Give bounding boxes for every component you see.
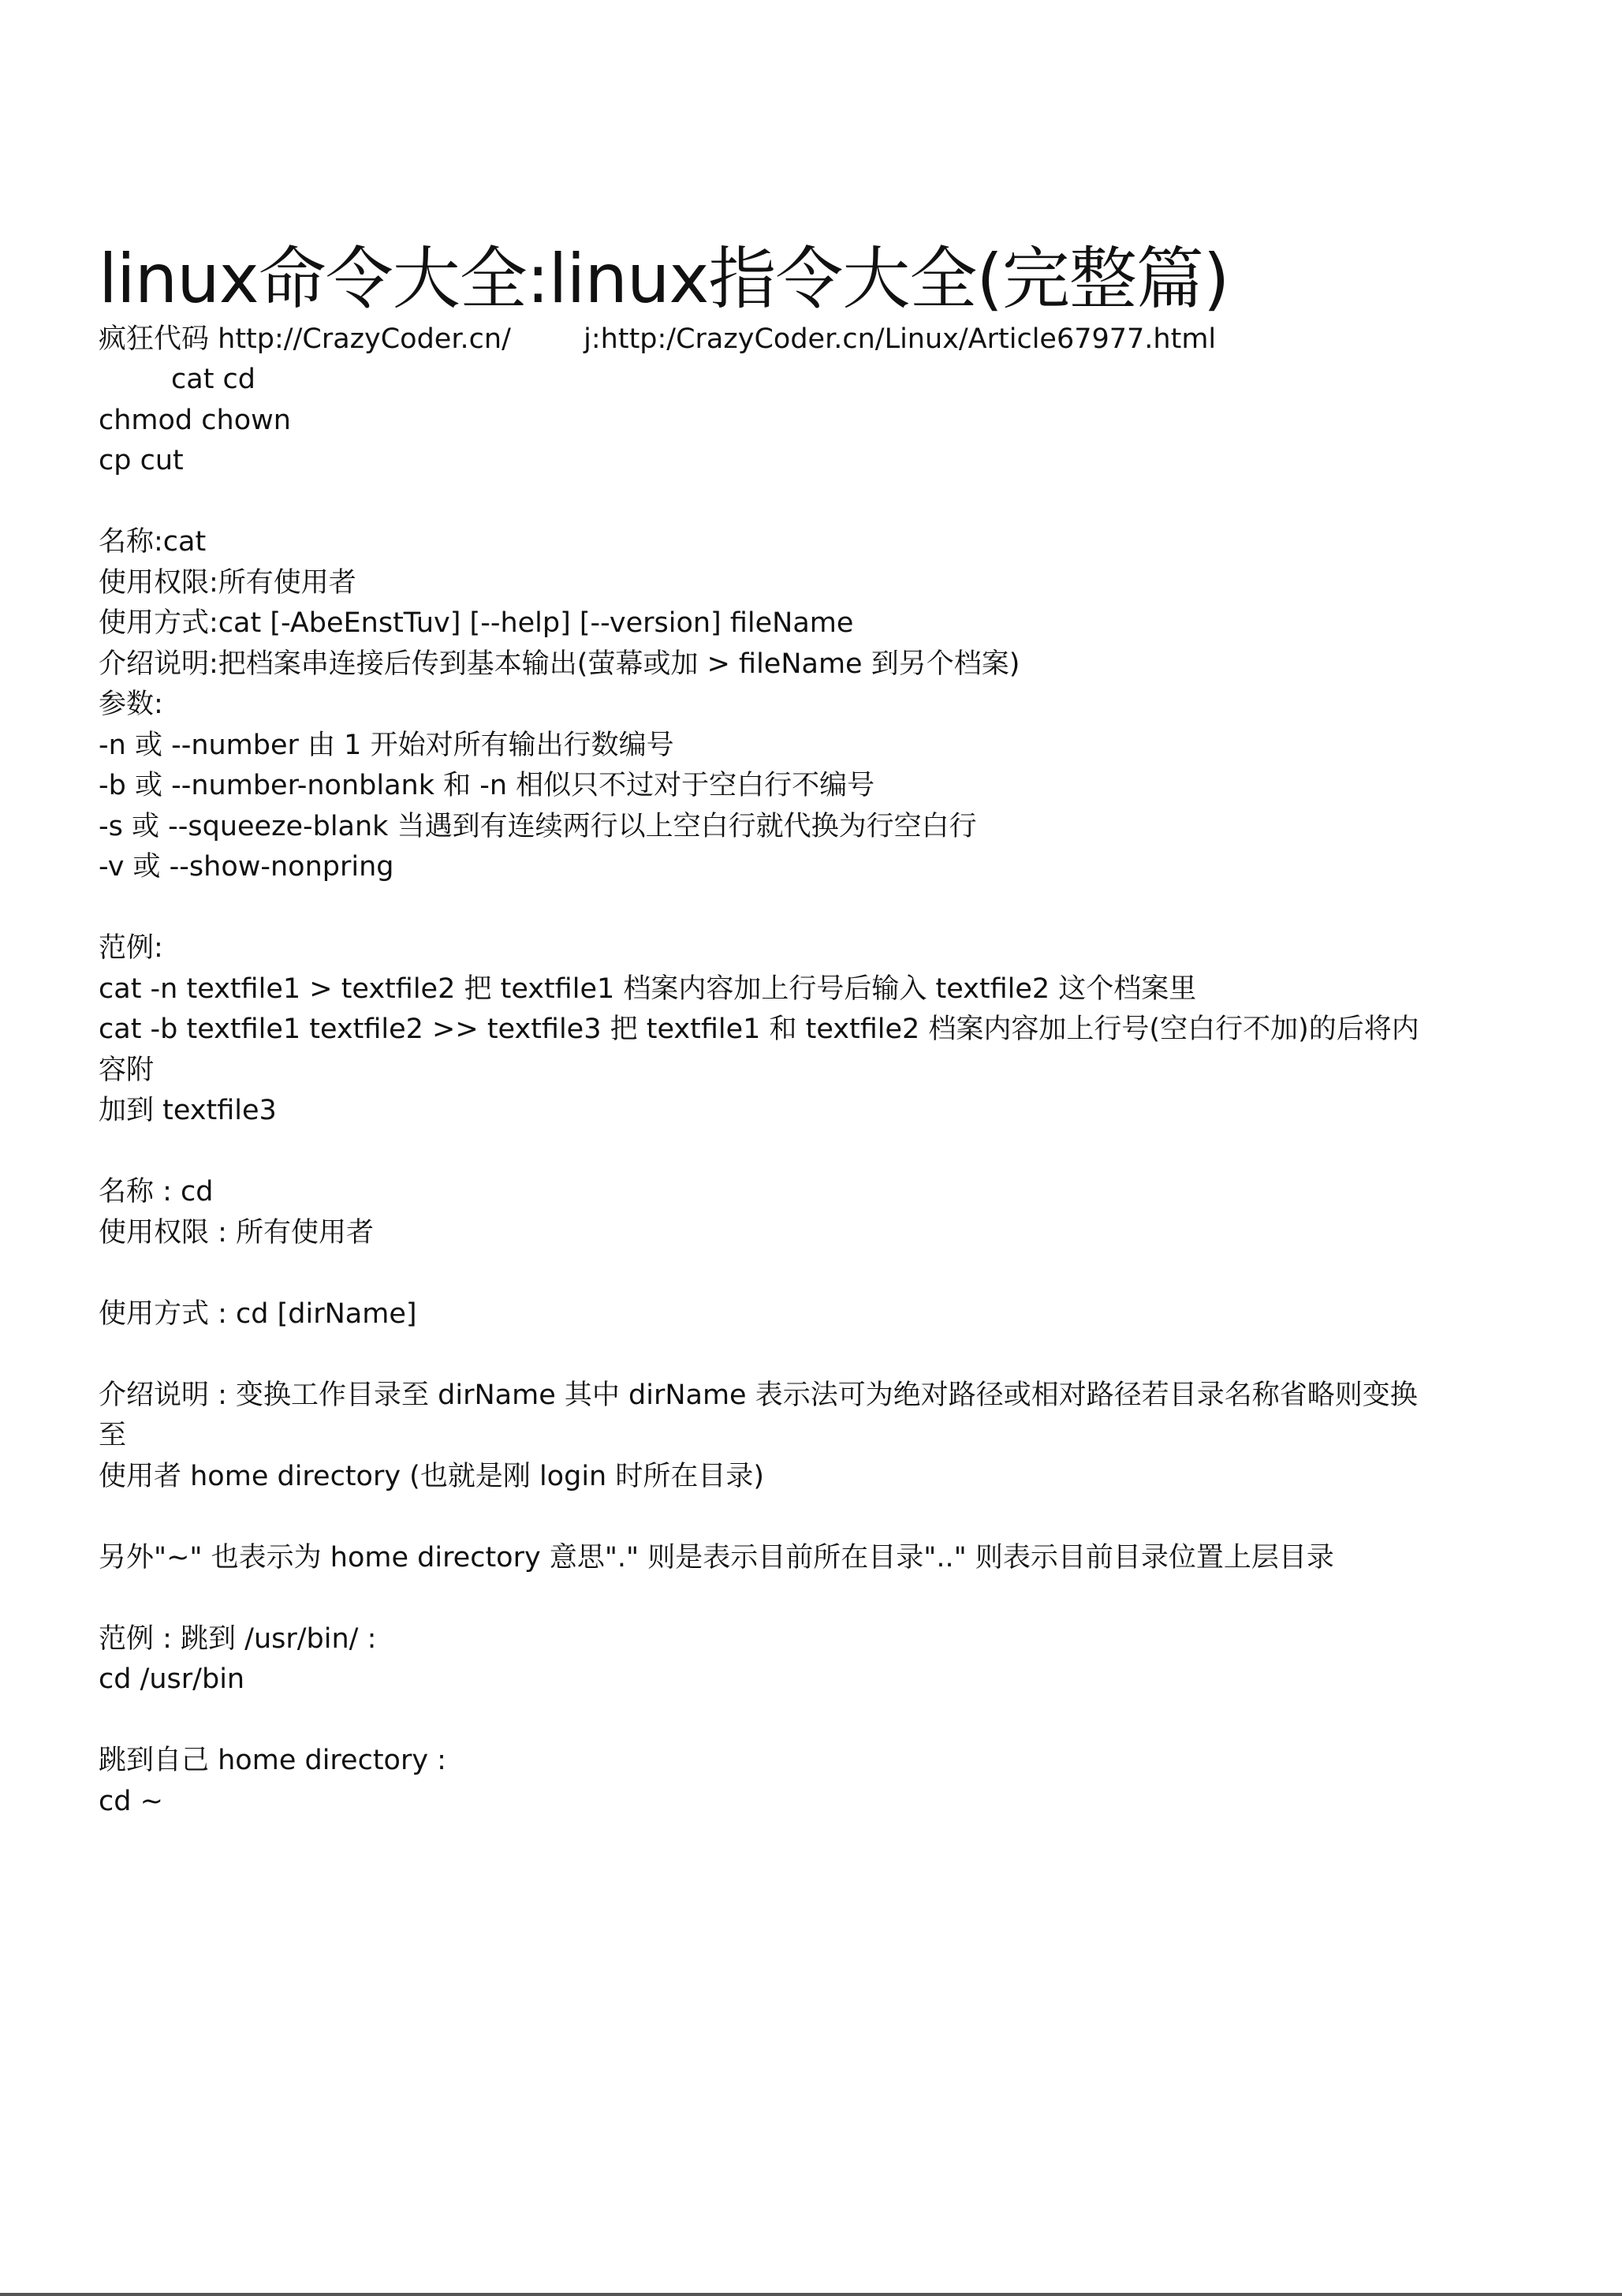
source-line bbox=[99, 319, 1439, 360]
document-title: linux命令大全:linux指令大全(完整篇) bbox=[99, 240, 1229, 319]
blank-line bbox=[99, 1253, 1439, 1294]
text-line: cat -n textfile1 > textfile2 把 textfile1 档案内容加上行号后输入 textfile2 这个档案里 bbox=[99, 973, 1197, 1005]
text-line: 范例: bbox=[99, 932, 163, 964]
text-line: 范例 : 跳到 /usr/bin/ : bbox=[99, 1622, 377, 1655]
text-line: cd ~ bbox=[99, 1785, 163, 1817]
text-line: 使用方式:cat [-AbeEnstTuv] [--help] [--version] fileName bbox=[99, 607, 854, 639]
blank-line bbox=[99, 1132, 1439, 1173]
text-line: -b 或 --number-nonblank 和 -n 相似只不过对于空白行不编号 bbox=[99, 770, 875, 801]
text-line: -v 或 --show-nonpring bbox=[99, 851, 394, 883]
blank-line bbox=[99, 1497, 1439, 1538]
text-line: 名称:cat bbox=[99, 526, 207, 558]
bottom-border bbox=[0, 2293, 1622, 2296]
text-line: 使用方式 : cd [dirName] bbox=[99, 1297, 417, 1330]
text-line: cp cut bbox=[99, 445, 184, 476]
text-line: 介绍说明:把档案串连接后传到基本输出(萤幕或加 > fileName 到另个档案) bbox=[99, 648, 1020, 680]
text-line: cd /usr/bin bbox=[99, 1663, 245, 1695]
text-line: -s 或 --squeeze-blank 当遇到有连续两行以上空白行就代换为行空白行 bbox=[99, 810, 977, 842]
text-line: 名称 : cd bbox=[99, 1176, 214, 1208]
blank-line bbox=[99, 1701, 1439, 1742]
text-line: cat -b textfile1 textfile2 >> textfile3 把 textfile1 和 textfile2 档案内容加上行号(空白行不加)的后将内容附 bbox=[99, 1014, 1419, 1086]
blank-line bbox=[99, 1578, 1439, 1619]
source-site-name: 疯狂代码 bbox=[99, 323, 210, 355]
text-line: 介绍说明 : 变换工作目录至 dirName 其中 dirName 表示法可为绝对路径或相对路径若目录名称省略则变换至 bbox=[99, 1379, 1418, 1451]
source-article-url: j:http:/CrazyCoder.cn/Linux/Article67977.html bbox=[584, 323, 1217, 355]
blank-line bbox=[99, 1335, 1439, 1376]
source-site-url: http://CrazyCoder.cn/ bbox=[218, 323, 511, 355]
text-line: 参数: bbox=[99, 689, 163, 720]
blank-line bbox=[99, 888, 1439, 929]
text-line: 使用权限 : 所有使用者 bbox=[99, 1216, 375, 1249]
text-line: 另外"~" 也表示为 home directory 意思"." 则是表示目前所在目录".." 则表示目前目录位置上层目录 bbox=[99, 1541, 1334, 1574]
text-line: 跳到自己 home directory : bbox=[99, 1745, 446, 1776]
text-line: 使用者 home directory (也就是刚 login 时所在目录) bbox=[99, 1460, 765, 1492]
text-line: 加到 textfile3 bbox=[99, 1095, 277, 1126]
text-line: chmod chown bbox=[99, 404, 291, 436]
text-line: cat cd bbox=[171, 364, 255, 395]
blank-line bbox=[99, 482, 1439, 523]
text-line: -n 或 --number 由 1 开始对所有输出行数编号 bbox=[99, 729, 674, 761]
text-line: 使用权限:所有使用者 bbox=[99, 566, 356, 599]
document-content bbox=[99, 235, 1439, 1822]
